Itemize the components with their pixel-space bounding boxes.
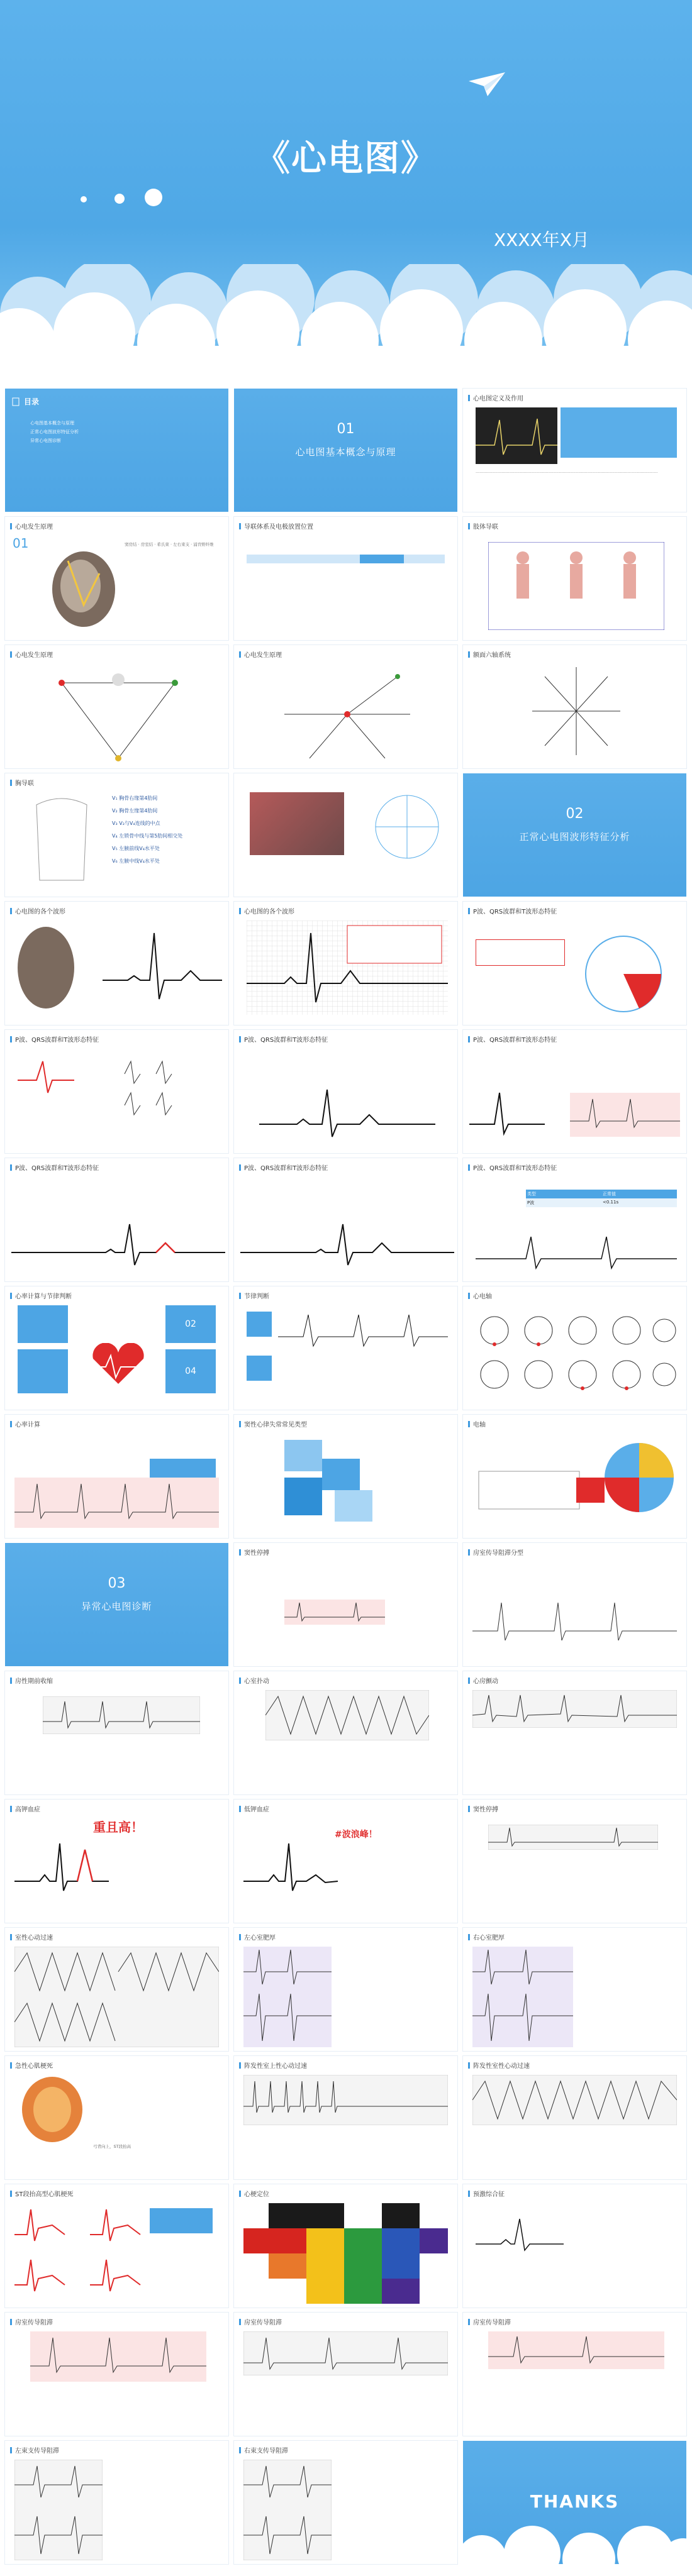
table-cell: P波 bbox=[527, 1200, 535, 1205]
slide-title: 左心室肥厚 bbox=[239, 1932, 276, 1942]
hexaxial-diagram bbox=[532, 664, 620, 758]
paper-plane-icon bbox=[469, 72, 506, 97]
slide-limb-leads bbox=[463, 517, 686, 640]
ecg-beat bbox=[476, 1234, 677, 1271]
section-number: 03 bbox=[108, 1576, 126, 1591]
step-icon bbox=[247, 1312, 272, 1337]
slide-title: P波、QRS波群和T波形态特征 bbox=[10, 1034, 99, 1044]
ecg-paper-strip bbox=[243, 2331, 448, 2375]
ecg-paper-strip bbox=[472, 2075, 677, 2125]
ecg-paper-strip bbox=[30, 2331, 206, 2382]
rhythm-strip bbox=[278, 1312, 448, 1349]
slide-avb-1 bbox=[5, 2313, 228, 2436]
normal-values-table bbox=[526, 1190, 677, 1207]
slide-title: 额面六轴系统 bbox=[468, 650, 511, 659]
table-header: 正常值 bbox=[603, 1191, 616, 1197]
ecg-paper-strip bbox=[265, 1690, 429, 1740]
slide-title: 肢体导联 bbox=[468, 521, 498, 531]
heart-photo bbox=[250, 792, 344, 855]
toc-item[interactable]: 正常心电图波形特征分析 bbox=[30, 429, 79, 434]
slide-title: 心房颤动 bbox=[468, 1676, 498, 1685]
table-header: 类型 bbox=[527, 1191, 536, 1197]
slide-axis-circles bbox=[463, 1286, 686, 1410]
section-title: 正常心电图波形特征分析 bbox=[519, 831, 630, 843]
clock-diagram bbox=[372, 792, 442, 861]
definition-panel bbox=[561, 407, 677, 458]
body-diagrams bbox=[488, 542, 664, 630]
slide-thanks bbox=[463, 2441, 686, 2564]
ecg-column bbox=[243, 1947, 332, 2047]
ecg-paper-strip bbox=[488, 1825, 658, 1850]
slide-wave-names bbox=[234, 902, 457, 1025]
slide-title: 房室传导阻滞 bbox=[239, 2317, 282, 2326]
decor-dot bbox=[114, 194, 125, 204]
slide-title: 左束支传导阻滞 bbox=[10, 2445, 59, 2455]
slide-title: 预激综合征 bbox=[468, 2189, 505, 2198]
slide-toc bbox=[5, 389, 228, 512]
definition-text: ············································································································································ bbox=[476, 470, 658, 475]
slide-p-wave-1 bbox=[463, 902, 686, 1025]
slide-hypokalemia bbox=[234, 1799, 457, 1923]
slide-avb-2 bbox=[234, 2313, 457, 2436]
box-number: 04 bbox=[165, 1349, 216, 1393]
slide-rhythm bbox=[234, 1286, 457, 1410]
slide-title: 低钾血症 bbox=[239, 1804, 269, 1813]
ecg-beat bbox=[11, 1221, 225, 1271]
heart-image bbox=[49, 536, 118, 630]
slide-title: P波、QRS波群和T波形态特征 bbox=[468, 1163, 557, 1172]
slide-atrial-premature bbox=[5, 1671, 228, 1794]
slide-p-wave-2 bbox=[5, 1030, 228, 1153]
slide-title: 心梗定位 bbox=[239, 2189, 269, 2198]
highlight-label: 重且高！ bbox=[93, 1820, 143, 1835]
slide-lead-system bbox=[234, 517, 457, 640]
step-icon bbox=[247, 1356, 272, 1381]
type-card bbox=[335, 1490, 372, 1522]
ecg-strips bbox=[469, 1086, 683, 1143]
slide-title: 心电发生原理 bbox=[10, 650, 53, 659]
slide-title: 阵发性室性心动过速 bbox=[468, 2060, 530, 2070]
slide-title: 心率计算 bbox=[10, 1419, 40, 1429]
ecg-paper-strip bbox=[43, 1696, 200, 1734]
slide-title: 电轴 bbox=[468, 1419, 486, 1429]
callout-box bbox=[150, 1459, 216, 1478]
slide-title: 窦性停搏 bbox=[468, 1804, 498, 1813]
slide-title: 房性期前收缩 bbox=[10, 1676, 53, 1685]
ecg-beat bbox=[259, 1086, 435, 1143]
ecg-beat bbox=[243, 1837, 338, 1900]
ecg-beat bbox=[14, 920, 222, 1015]
thanks-title: THANKS bbox=[530, 2491, 620, 2512]
slide-title: ST段抬高型心肌梗死 bbox=[10, 2189, 73, 2198]
slide-title: 窦性停搏 bbox=[239, 1547, 269, 1557]
slide-lbbb bbox=[5, 2441, 228, 2564]
lead-highlight bbox=[360, 555, 404, 563]
slide-title: 心室扑动 bbox=[239, 1676, 269, 1685]
slide-title: 心电轴 bbox=[468, 1291, 492, 1300]
slide-title: P波、QRS波群和T波形态特征 bbox=[10, 1163, 99, 1172]
conduction-notes: 窦房结 · 房室结 · 希氏束 · 左右束支 · 浦肯野纤维 bbox=[125, 542, 214, 547]
table-cell: <0.11s bbox=[603, 1200, 619, 1205]
ecg-beat bbox=[240, 1221, 454, 1271]
slide-title: 右心室肥厚 bbox=[468, 1932, 505, 1942]
slide-section-02 bbox=[463, 773, 686, 897]
slide-p-wave-6 bbox=[234, 1158, 457, 1281]
mi-location-matrix bbox=[243, 2203, 448, 2304]
lead-table-header bbox=[247, 555, 445, 563]
slide-title: 阵发性室上性心动过速 bbox=[239, 2060, 307, 2070]
wave-label: 弓背向上，ST段抬高 bbox=[93, 2144, 131, 2149]
heart-section-image bbox=[18, 2075, 87, 2144]
chest-lead-item: V₃ V₂与V₄连线的中点 bbox=[112, 821, 160, 826]
slide-rvh bbox=[463, 1928, 686, 2051]
slide-chest-leads bbox=[5, 773, 228, 897]
slide-title: 心电图的各个波形 bbox=[10, 906, 65, 915]
slide-title: 节律判断 bbox=[239, 1291, 269, 1300]
info-box bbox=[18, 1305, 68, 1343]
chest-lead-item: V₂ 胸骨左缘第4肋间 bbox=[112, 808, 158, 814]
highlight-label: #波浪峰！ bbox=[335, 1830, 377, 1840]
slide-wpw bbox=[463, 2184, 686, 2308]
slide-ventricular-flutter bbox=[234, 1671, 457, 1794]
slide-p-wave-4 bbox=[463, 1030, 686, 1153]
slide-title: 急性心肌梗死 bbox=[10, 2060, 53, 2070]
slide-arrhythmia-types bbox=[234, 1415, 457, 1538]
slide-definition bbox=[463, 389, 686, 512]
slide-svt bbox=[234, 2056, 457, 2179]
slide-title: 房室传导阻滞 bbox=[10, 2317, 53, 2326]
slide-heart-photo bbox=[234, 773, 457, 897]
slide-vt bbox=[463, 2056, 686, 2179]
slide-rate-calc bbox=[5, 1415, 228, 1538]
chest-lead-list bbox=[112, 792, 182, 868]
ecg-grid-beat bbox=[247, 920, 448, 1015]
einthoven-triangle bbox=[36, 664, 200, 765]
slide-vector bbox=[234, 645, 457, 768]
slide-p-wave-3 bbox=[234, 1030, 457, 1153]
axis-quadrant-chart bbox=[469, 1434, 683, 1534]
slide-acute-mi bbox=[5, 2056, 228, 2179]
cover-date: XXXX年X月 bbox=[494, 229, 589, 250]
ecg-paper-strip bbox=[284, 1600, 385, 1625]
slide-title: 心电图定义及作用 bbox=[468, 393, 523, 402]
slide-title: 室性心动过速 bbox=[10, 1932, 53, 1942]
slide-ventricular-tachy bbox=[5, 1928, 228, 2051]
cover-slide bbox=[0, 0, 692, 377]
cover-title: 《心电图》 bbox=[255, 138, 437, 179]
type-card bbox=[284, 1440, 322, 1471]
ecg-column bbox=[472, 1947, 573, 2047]
slide-hyperkalemia bbox=[5, 1799, 228, 1923]
chest-lead-item: V₅ 左腋前线V₄水平处 bbox=[112, 846, 160, 851]
decor-dot bbox=[145, 189, 162, 206]
info-box bbox=[18, 1349, 68, 1393]
slide-title: 右束支传导阻滞 bbox=[239, 2445, 288, 2455]
slide-title: 房室传导阻滞 bbox=[468, 2317, 511, 2326]
slide-hexaxial bbox=[463, 645, 686, 768]
ecg-beat bbox=[476, 2216, 564, 2253]
ecg-paper-strip bbox=[472, 1690, 677, 1728]
monitor-image bbox=[476, 407, 557, 464]
slide-p-wave-5 bbox=[5, 1158, 228, 1281]
slide-title: 心电发生原理 bbox=[239, 650, 282, 659]
slide-section-01 bbox=[234, 389, 457, 512]
axis-wheel bbox=[570, 920, 677, 1015]
slide-lvh bbox=[234, 1928, 457, 2051]
slide-title: 窦性心律失常常见类型 bbox=[239, 1419, 307, 1429]
slide-title: 心电发生原理 bbox=[10, 521, 53, 531]
slide-rbbb bbox=[234, 2441, 457, 2564]
note-box bbox=[476, 939, 565, 966]
slide-title: 心率计算与节律判断 bbox=[10, 1291, 72, 1300]
ecg-beat bbox=[14, 1837, 109, 1900]
box-number: 02 bbox=[165, 1305, 216, 1343]
section-number: 02 bbox=[566, 806, 584, 822]
slide-title: 导联体系及电极放置位置 bbox=[239, 521, 313, 531]
twelve-lead-ecg bbox=[14, 1947, 219, 2047]
slide-rate-rhythm bbox=[5, 1286, 228, 1410]
ecg-column bbox=[14, 2460, 103, 2560]
type-card bbox=[284, 1478, 322, 1515]
decor-dot bbox=[81, 196, 87, 202]
slide-av-block-types bbox=[463, 1543, 686, 1666]
slide-cardiac-cycle bbox=[5, 902, 228, 1025]
slide-p-wave-7 bbox=[463, 1158, 686, 1281]
slide-title: P波、QRS波群和T波形态特征 bbox=[239, 1163, 328, 1172]
ecg-paper-strip bbox=[14, 1478, 219, 1528]
ecg-strip bbox=[472, 1593, 677, 1656]
torso-sketch bbox=[24, 792, 99, 887]
chest-lead-item: V₄ 左锁骨中线与第5肋间相交处 bbox=[112, 833, 183, 839]
slide-stemi bbox=[5, 2184, 228, 2308]
axis-examples bbox=[476, 1305, 677, 1400]
slide-title: P波、QRS波群和T波形态特征 bbox=[468, 1034, 557, 1044]
slide-title: P波、QRS波群和T波形态特征 bbox=[239, 1034, 328, 1044]
slide-sinus-arrest bbox=[234, 1543, 457, 1666]
lead-waveforms bbox=[18, 1055, 219, 1143]
ecg-column bbox=[243, 2460, 332, 2560]
slide-axis-pie bbox=[463, 1415, 686, 1538]
clouds-decoration bbox=[0, 264, 692, 377]
step-number: 01 bbox=[13, 536, 29, 551]
type-card bbox=[322, 1459, 360, 1490]
vector-diagram bbox=[272, 664, 423, 765]
section-title: 异常心电图诊断 bbox=[81, 1601, 152, 1612]
slide-avb-3 bbox=[463, 2313, 686, 2436]
slide-mi-location bbox=[234, 2184, 457, 2308]
toc-list bbox=[30, 419, 79, 445]
chest-lead-item: V₁ 胸骨右缘第4肋间 bbox=[112, 795, 158, 801]
st-elevation-beats bbox=[14, 2203, 219, 2304]
toc-item[interactable]: 异常心电图诊断 bbox=[30, 438, 61, 443]
slide-section-03 bbox=[5, 1543, 228, 1666]
slide-title: 心电图的各个波形 bbox=[239, 906, 294, 915]
slide-title: 高钾血症 bbox=[10, 1804, 40, 1813]
slide-title: 胸导联 bbox=[10, 778, 34, 787]
slide-title: P波、QRS波群和T波形态特征 bbox=[468, 906, 557, 915]
slide-einthoven bbox=[5, 645, 228, 768]
toc-title: 目录 bbox=[24, 397, 40, 406]
slide-atrial-fib bbox=[463, 1671, 686, 1794]
ecg-paper-strip bbox=[243, 2075, 448, 2125]
section-number: 01 bbox=[337, 421, 355, 437]
slide-title: 房室传导阻滞分型 bbox=[468, 1547, 523, 1557]
chest-lead-item: V₆ 左腋中线V₄水平处 bbox=[112, 858, 160, 864]
slide-conduction bbox=[5, 517, 228, 640]
section-title: 心电图基本概念与原理 bbox=[295, 446, 396, 458]
slide-sinus-stop bbox=[463, 1799, 686, 1923]
heart-icon bbox=[87, 1343, 150, 1387]
ecg-paper-strip bbox=[488, 2331, 664, 2369]
toc-item[interactable]: 心电图基本概念与原理 bbox=[30, 421, 74, 426]
document-icon bbox=[11, 397, 20, 406]
